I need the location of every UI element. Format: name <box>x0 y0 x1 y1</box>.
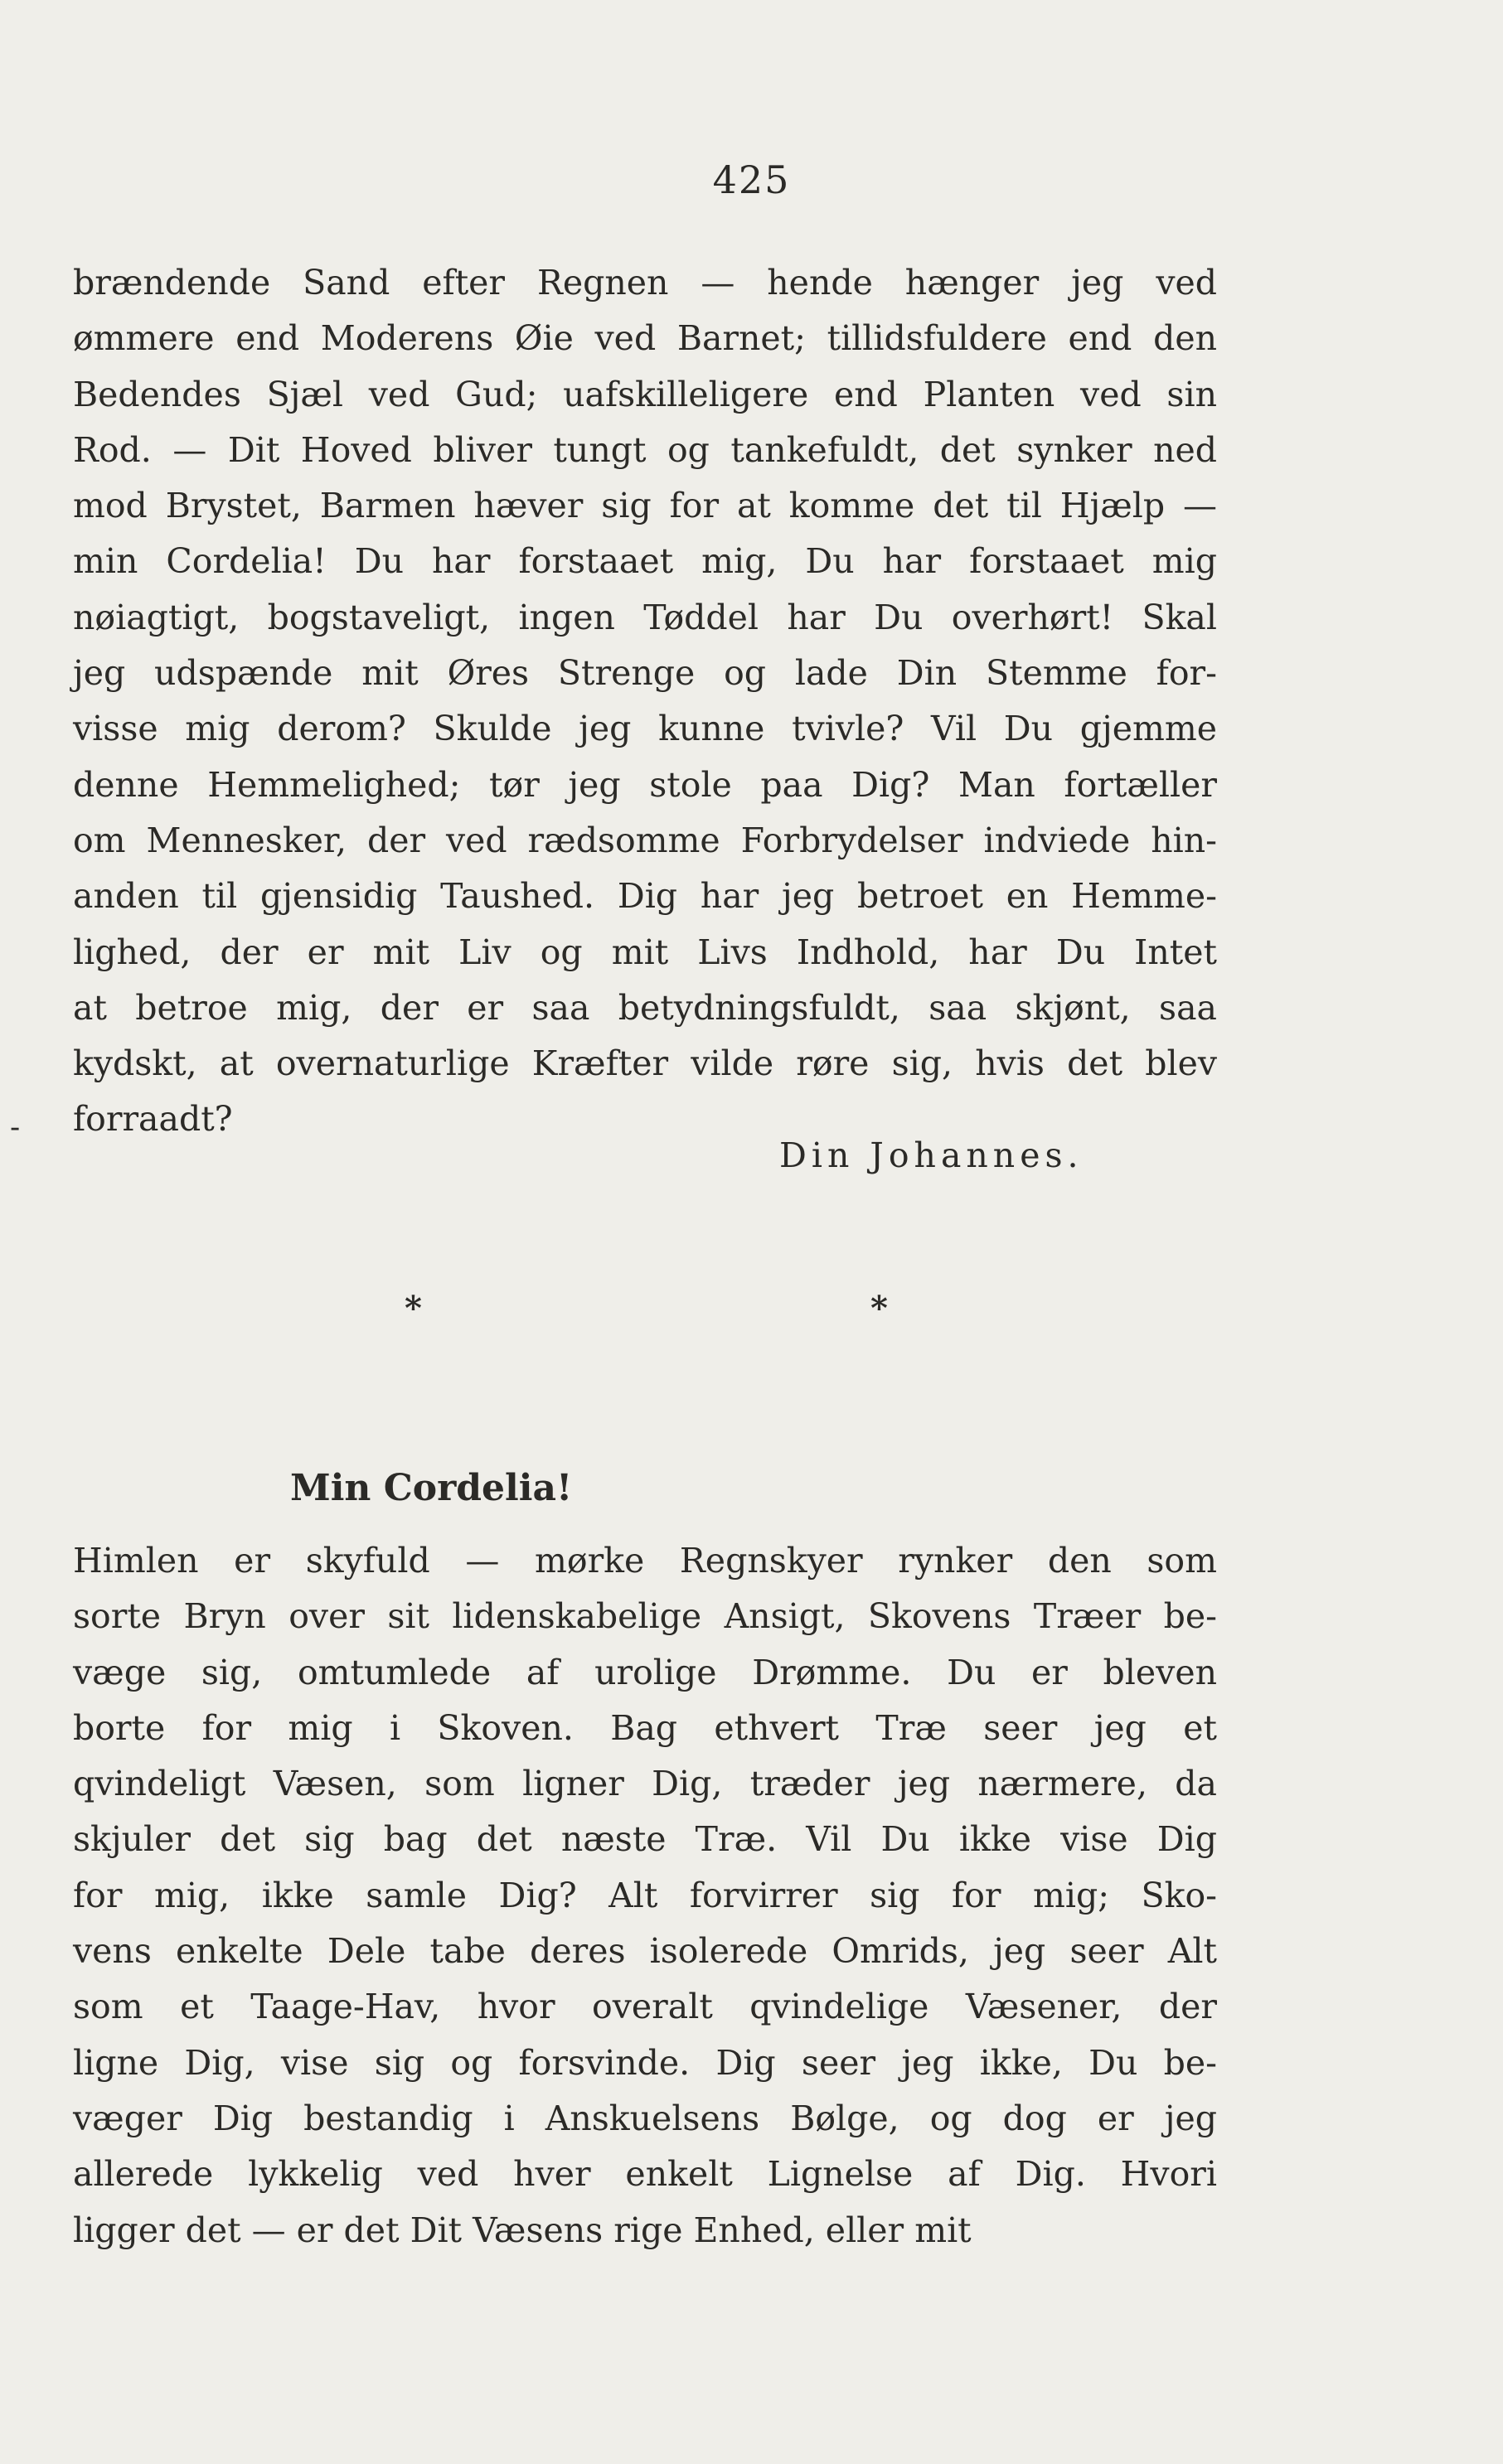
text-line: denne Hemmelighed; tør jeg stole paa Dig? Man fortæller <box>73 764 1217 805</box>
text-line: brændende Sand efter Regnen — hende hænger jeg ved <box>73 263 1217 303</box>
text-line: om Mennesker, der ved rædsomme Forbrydelser indviede hin- <box>73 820 1217 860</box>
separator-asterisk-left: * <box>405 1289 422 1328</box>
text-line: væge sig, omtumlede af urolige Drømme. Du er bleven <box>73 1652 1217 1692</box>
text-line: lighed, der er mit Liv og mit Livs Indhold, har Du Intet <box>73 932 1217 972</box>
text-line: ligne Dig, vise sig og forsvinde. Dig seer jeg ikke, Du be- <box>73 2042 1217 2083</box>
text-line: skjuler det sig bag det næste Træ. Vil Du ikke vise Dig <box>73 1819 1217 1860</box>
margin-mark: - <box>10 1111 21 1145</box>
separator-asterisk-right: * <box>870 1289 888 1328</box>
text-line: for mig, ikke samle Dig? Alt forvirrer sig for mig; Sko- <box>73 1875 1217 1915</box>
text-line: allerede lykkelig ved hver enkelt Lignelse af Dig. Hvori <box>73 2154 1217 2195</box>
text-line: at betroe mig, der er saa betydningsfuldt, saa skjønt, saa <box>73 987 1217 1028</box>
text-line: jeg udspænde mit Øres Strenge og lade Din Stemme for- <box>73 653 1217 694</box>
text-line: som et Taage-Hav, hvor overalt qvindelige Væsener, der <box>73 1987 1217 2027</box>
text-line: forraadt? <box>73 1099 233 1140</box>
text-line: ligger det — er det Dit Væsens rige Enhed, eller mit <box>73 2210 972 2250</box>
signature: Din Johannes. <box>779 1135 1084 1175</box>
text-line: mod Brystet, Barmen hæver sig for at komme det til Hjælp — <box>73 486 1217 526</box>
text-line: væger Dig bestandig i Anskuelsens Bølge, og dog er jeg <box>73 2098 1217 2138</box>
text-line: visse mig derom? Skulde jeg kunne tvivle? Vil Du gjemme <box>73 709 1217 749</box>
text-line: anden til gjensidig Taushed. Dig har jeg betroet en Hemme- <box>73 876 1217 917</box>
text-line: sorte Bryn over sit lidenskabelige Ansigt, Skovens Træer be- <box>73 1596 1217 1637</box>
text-line: qvindeligt Væsen, som ligner Dig, træder jeg nærmere, da <box>73 1764 1217 1804</box>
text-line: Himlen er skyfuld — mørke Regnskyer rynker den som <box>73 1541 1217 1581</box>
letter-heading: Min Cordelia! <box>290 1467 573 1509</box>
letter-body <box>73 1533 1217 2258</box>
page-number: 425 <box>712 157 791 202</box>
text-line: nøiagtigt, bogstaveligt, ingen Tøddel har Du overhørt! Skal <box>73 597 1217 637</box>
text-line: Bedendes Sjæl ved Gud; uafskilleligere end Planten ved sin <box>73 374 1217 414</box>
text-line: borte for mig i Skoven. Bag ethvert Træ seer jeg et <box>73 1707 1217 1748</box>
text-line: ømmere end Moderens Øie ved Barnet; tillidsfuldere end den <box>73 318 1217 359</box>
letter-text <box>73 255 1217 1148</box>
section-separator <box>0 1289 1503 1328</box>
text-line: kydskt, at overnaturlige Kræfter vilde røre sig, hvis det blev <box>73 1043 1217 1084</box>
text-line: vens enkelte Dele tabe deres isolerede Omrids, jeg seer Alt <box>73 1931 1217 1972</box>
text-line: Rod. — Dit Hoved bliver tungt og tankefuldt, det synker ned <box>73 429 1217 470</box>
text-line: min Cordelia! Du har forstaaet mig, Du har forstaaet mig <box>73 541 1217 582</box>
